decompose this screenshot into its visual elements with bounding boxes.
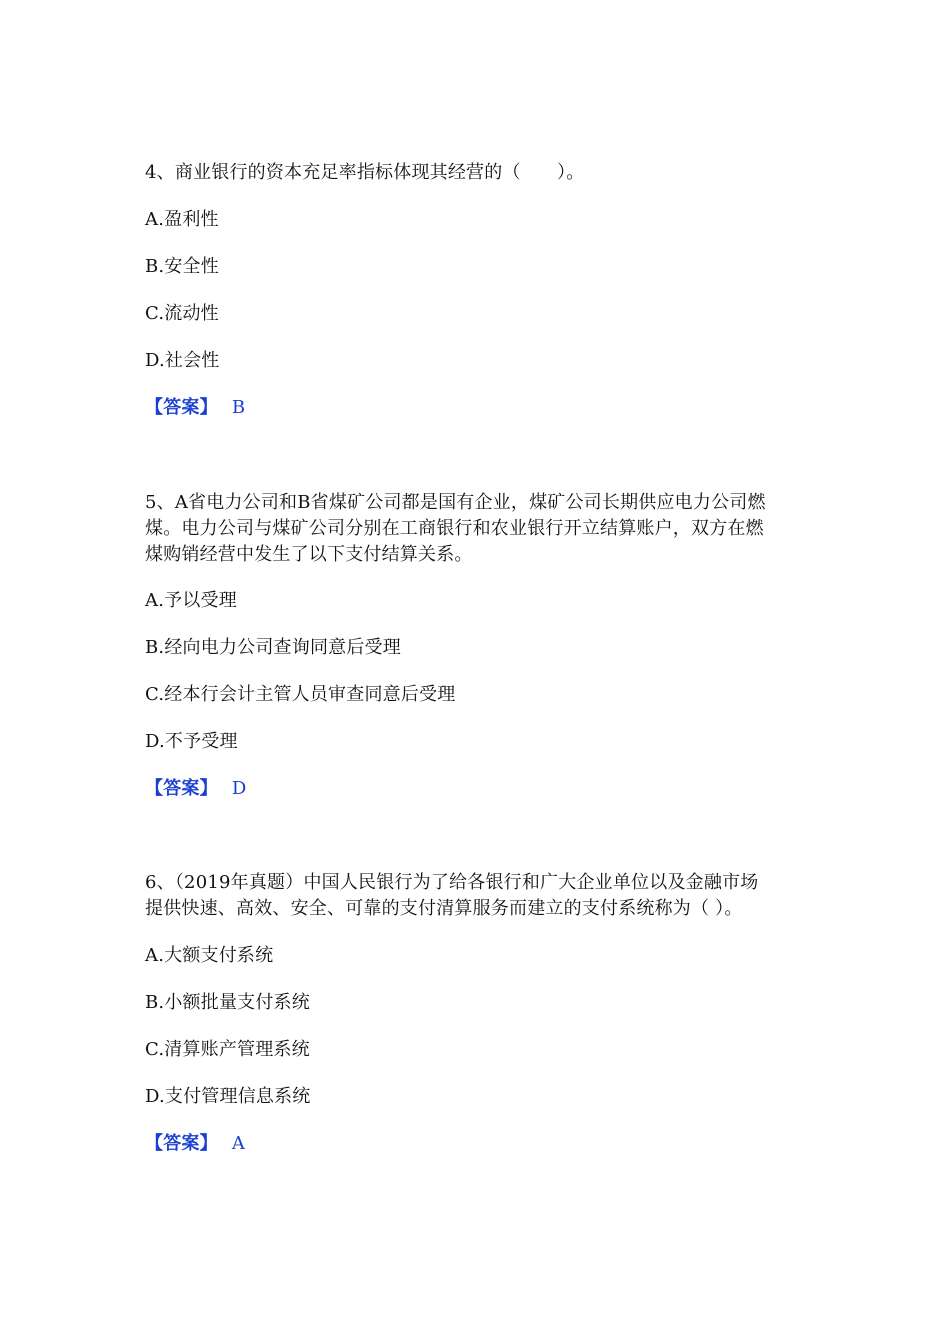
answer-label: 【答案】	[145, 397, 218, 418]
answer-value: B	[231, 397, 246, 418]
answer-label: 【答案】	[145, 778, 218, 799]
question-stem: 4、商业银行的资本充足率指标体现其经营的（ ）。	[145, 162, 585, 183]
answer-line	[145, 1131, 245, 1157]
option-b: B.安全性	[145, 256, 219, 277]
option-c: C.流动性	[145, 303, 219, 324]
question-stem: 煤。电力公司与煤矿公司分别在工商银行和农业银行开立结算账户，双方在燃	[145, 518, 764, 539]
option-b: B.经向电力公司查询同意后受理	[145, 637, 401, 658]
answer-value: A	[231, 1133, 246, 1154]
option-c: C.清算账产管理系统	[145, 1039, 310, 1060]
question-stem: 5、A省电力公司和B省煤矿公司都是国有企业，煤矿公司长期供应电力公司燃	[145, 492, 766, 513]
question-stem: 提供快速、高效、安全、可靠的支付清算服务而建立的支付系统称为（ ）。	[145, 898, 743, 919]
option-d: D.不予受理	[145, 731, 238, 752]
option-a: A.盈利性	[145, 209, 219, 230]
answer-value: D	[231, 778, 247, 799]
option-b: B.小额批量支付系统	[145, 992, 310, 1013]
question-stem: 煤购销经营中发生了以下支付结算关系。	[145, 544, 473, 565]
question-stem: 6、（2019年真题）中国人民银行为了给各银行和广大企业单位以及金融市场	[145, 872, 759, 893]
answer-line	[145, 776, 246, 802]
answer-line	[145, 395, 245, 421]
option-c: C.经本行会计主管人员审查同意后受理	[145, 684, 456, 705]
option-a: A.大额支付系统	[145, 945, 274, 966]
answer-label: 【答案】	[145, 1133, 218, 1154]
option-d: D.社会性	[145, 350, 220, 371]
option-d: D.支付管理信息系统	[145, 1086, 311, 1107]
option-a: A.予以受理	[145, 590, 237, 611]
